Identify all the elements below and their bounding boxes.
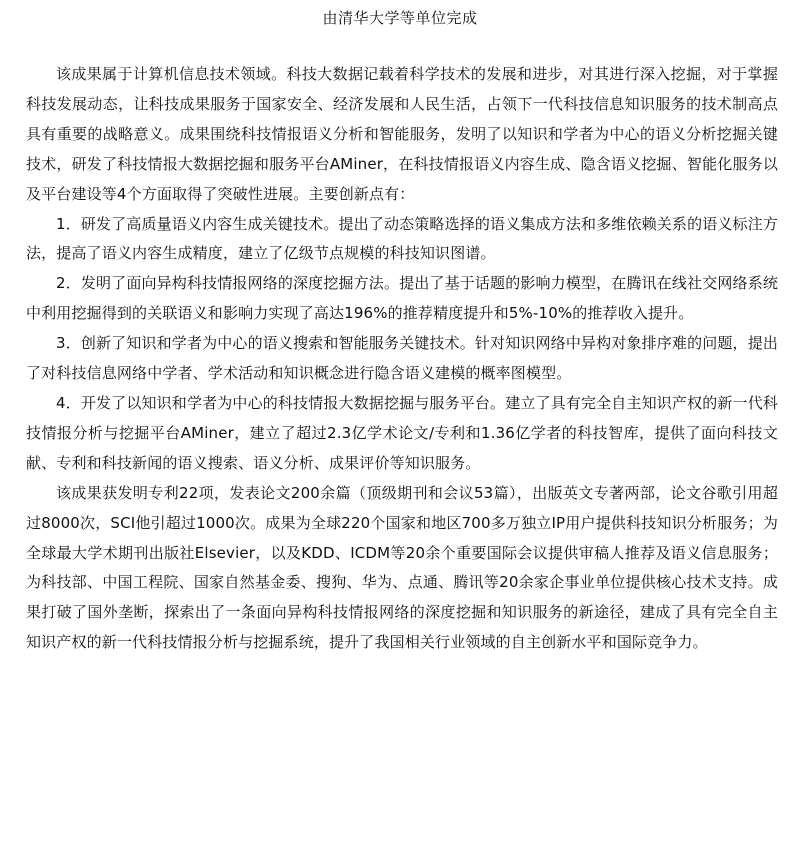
document-title: 由清华大学等单位完成	[322, 9, 478, 27]
innovation-point-1: 1．研发了高质量语义内容生成关键技术。提出了动态策略选择的语义集成方法和多维依赖关系的语义标注方法，提高了语义内容生成精度，建立了亿级节点规模的科技知识图谱。	[26, 214, 778, 263]
innovation-point-3: 3．创新了知识和学者为中心的语义搜索和智能服务关键技术。针对知识网络中异构对象排序难的问题，提出了对科技信息网络中学者、学术活动和知识概念进行隐含语义建模的概率图模型。	[26, 334, 778, 383]
intro-paragraph: 该成果属于计算机信息技术领域。科技大数据记载着科学技术的发展和进步，对其进行深入挖掘，对于掌握科技发展动态，让科技成果服务于国家安全、经济发展和人民生活，占领下一代科技信息知识服务的技术制高点具有重要的战略意义。成果围绕科技情报语义分析和智能服务，发明了以知识和学者为中心的语义分析挖掘关键技术，研发了科技情报大数据挖掘和服务平台AMiner，在科技情报语义内容生成、隐含语义挖掘、智能化服务以及平台建设等4个方面取得了突破性进展。主要创新点有：	[26, 65, 778, 203]
achievements-paragraph: 该成果获发明专利22项，发表论文200余篇（顶级期刊和会议53篇），出版英文专著两部，论文谷歌引用超过8000次，SCI他引超过1000次。成果为全球220个国家和地区700多万独立IP用户提供科技知识分析服务；为全球最大学术期刊出版社Elsevier，以及KDD、ICDM等20余个重要国际会议提供审稿人推荐及语义信息服务；为科技部、中国工程院、国家自然基金委、搜狗、华为、点通、腾讯等20余家企事业单位提供核心技术支持。成果打破了国外垄断，探索出了一条面向异构科技情报网络的深度挖掘和知识服务的新途径，建成了具有完全自主知识产权的新一代科技情报分析与挖掘系统，提升了我国相关行业领域的自主创新水平和国际竞争力。	[26, 483, 778, 652]
innovation-point-2: 2．发明了面向异构科技情报网络的深度挖掘方法。提出了基于话题的影响力模型，在腾讯在线社交网络系统中利用挖掘得到的关联语义和影响力实现了高达196%的推荐精度提升和5%-10%的推荐收入提升。	[26, 274, 778, 323]
innovation-point-4: 4．开发了以知识和学者为中心的科技情报大数据挖掘与服务平台。建立了具有完全自主知识产权的新一代科技情报分析与挖掘平台AMiner，建立了超过2.3亿学术论文/专利和1.36亿学者的科技智库，提供了面向科技文献、专利和科技新闻的语义搜索、语义分析、成果评价等知识服务。	[26, 393, 778, 472]
document-body	[26, 60, 778, 658]
